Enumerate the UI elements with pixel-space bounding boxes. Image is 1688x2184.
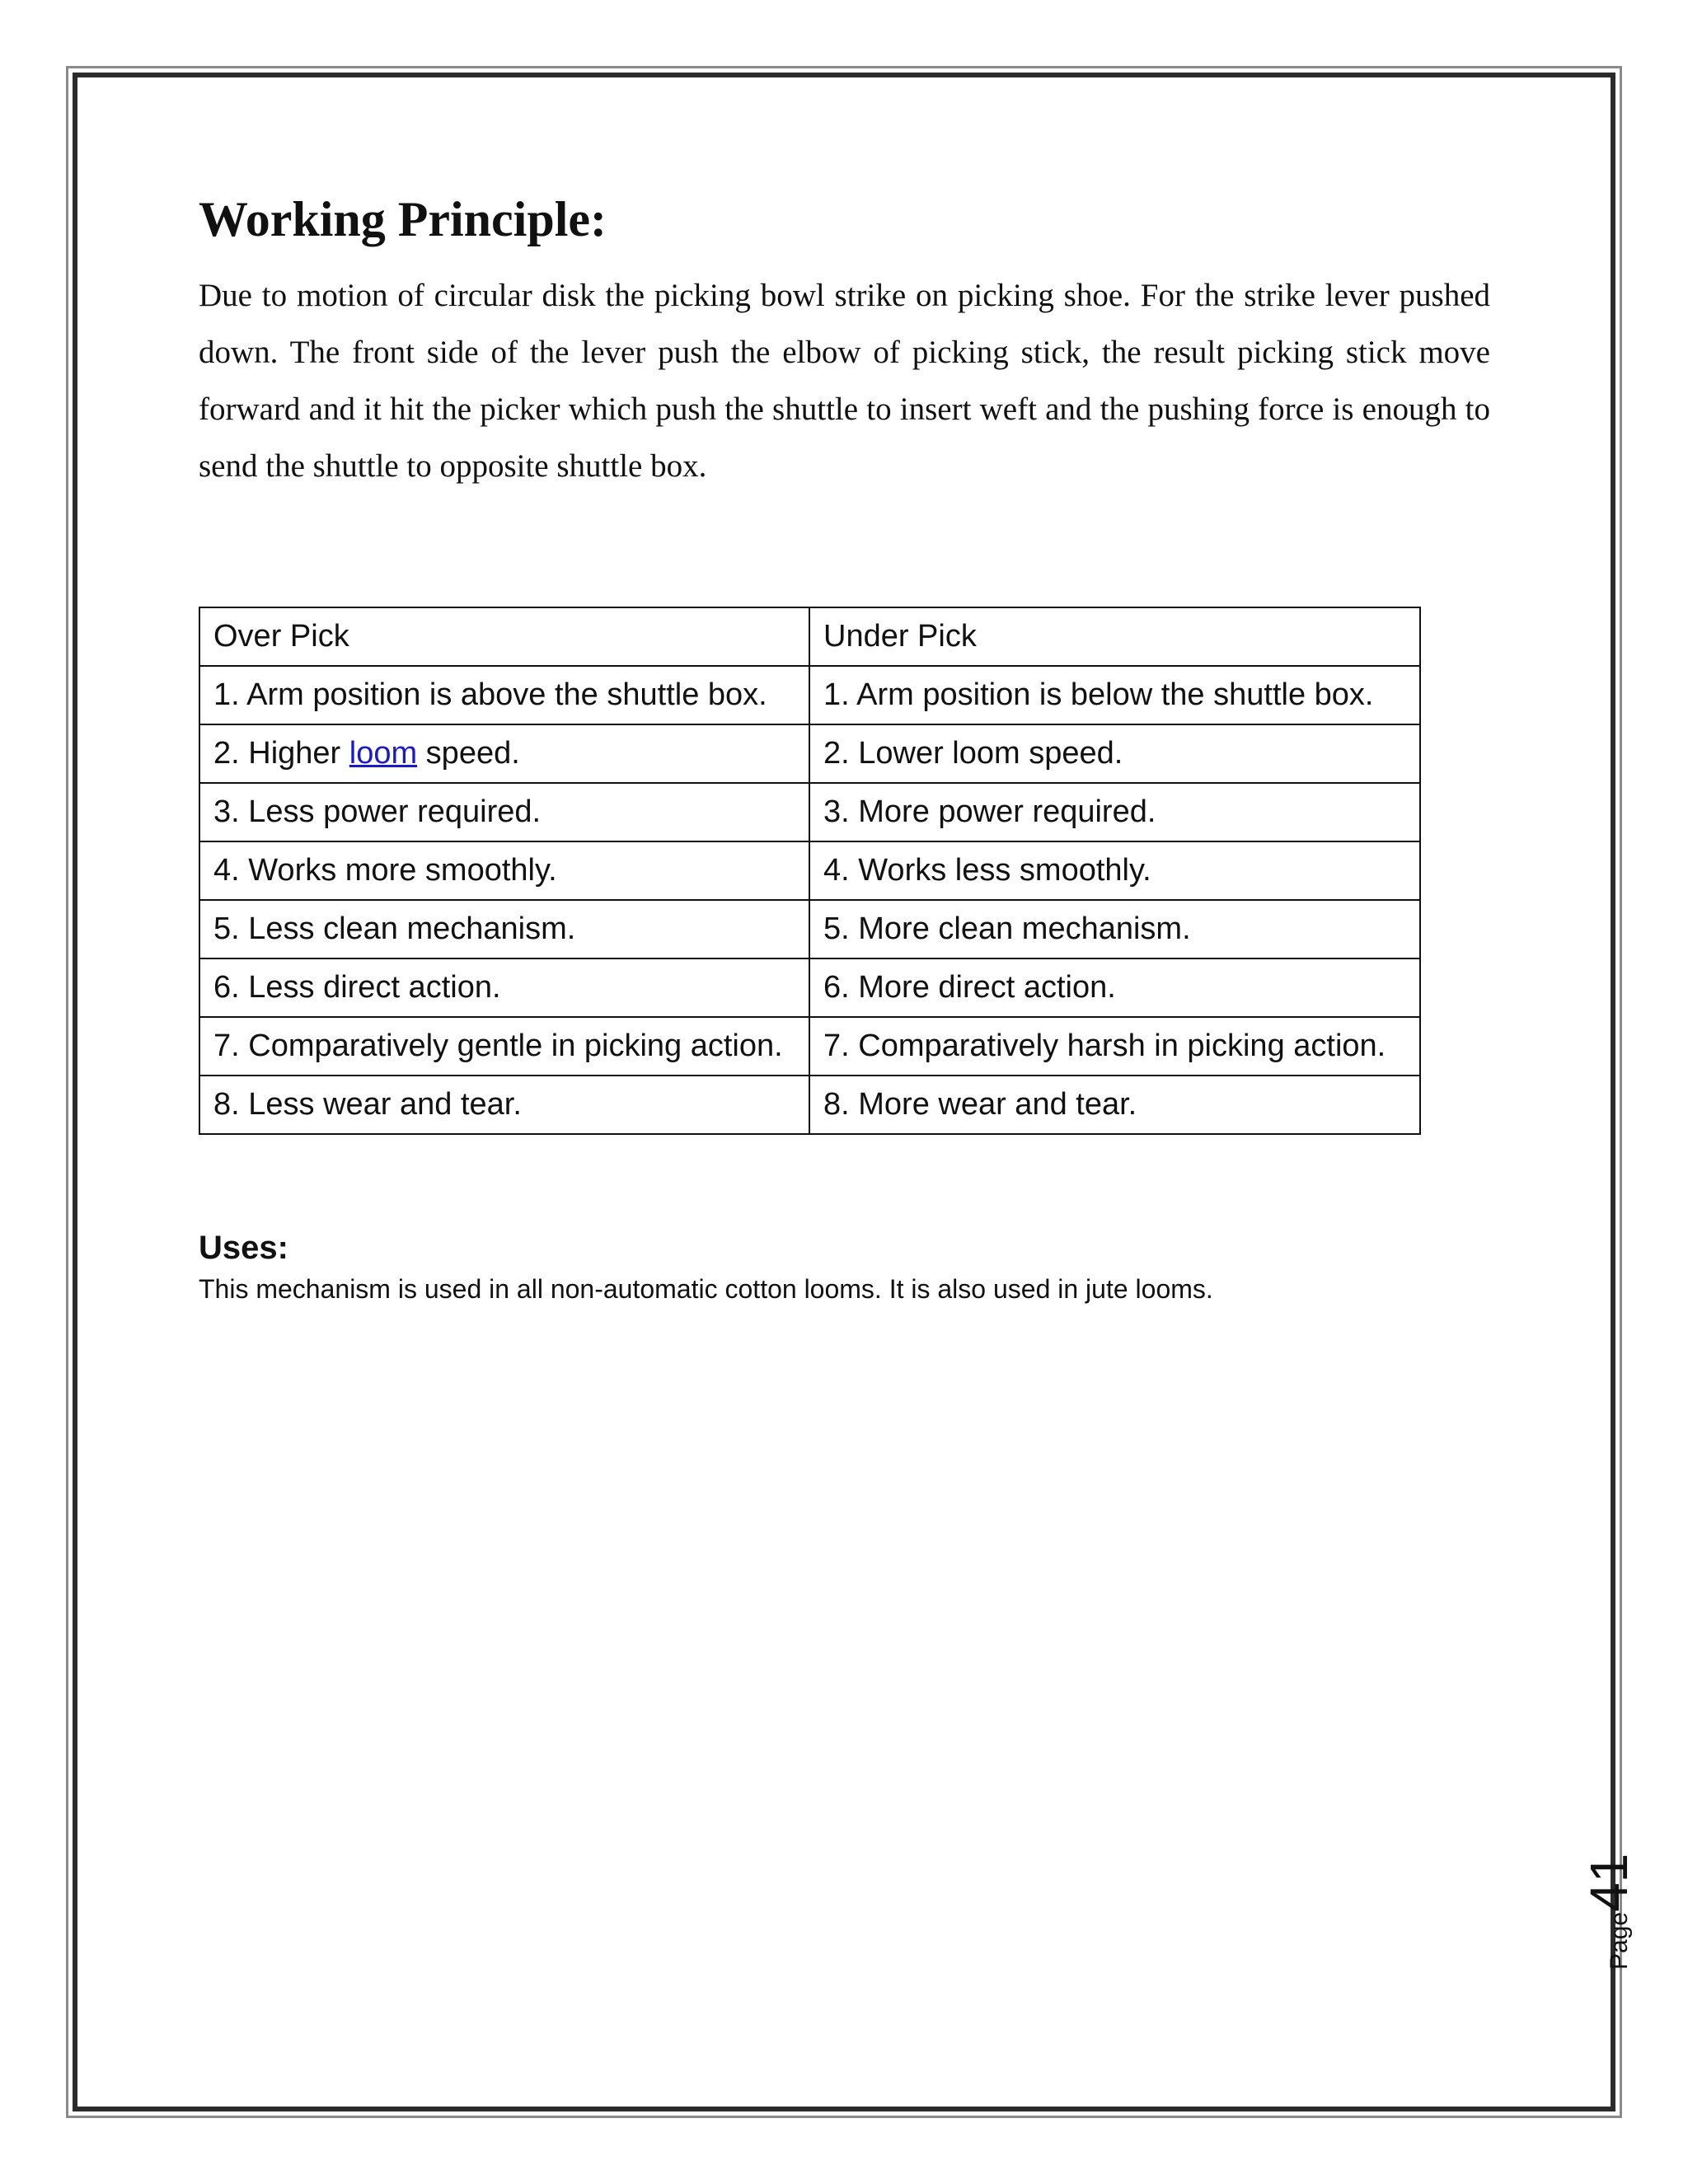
header-over-pick: Over Pick [199,607,809,666]
page-number-value: 41 [1579,1853,1639,1912]
header-under-pick: Under Pick [809,607,1420,666]
cell-over-prefix: 2. Higher [213,736,349,771]
cell-over-suffix: speed. [417,736,520,771]
cell-over: 6. Less direct action. [199,958,809,1017]
table-row [199,666,1420,724]
page-label: Page [1606,1911,1633,1970]
table-row [199,1017,1420,1076]
table-row [199,900,1420,958]
cell-under: 8. More wear and tear. [809,1076,1420,1134]
cell-under: 6. More direct action. [809,958,1420,1017]
cell-under: 1. Arm position is below the shuttle box. [809,666,1420,724]
table-row [199,783,1420,841]
cell-over: 4. Works more smoothly. [199,841,809,900]
uses-text: This mechanism is used in all non-automatic cotton looms. It is also used in jute looms. [199,1274,1213,1304]
table-header-row [199,607,1420,666]
table-row [199,958,1420,1017]
cell-under: 3. More power required. [809,783,1420,841]
uses-heading: Uses: [199,1230,288,1266]
table-row [199,724,1420,783]
cell-over: 1. Arm position is above the shuttle box. [199,666,809,724]
table-row [199,1076,1420,1134]
cell-over: 8. Less wear and tear. [199,1076,809,1134]
content-area [199,190,1490,494]
table-row [199,841,1420,900]
comparison-table [199,607,1421,1135]
cell-over: 5. Less clean mechanism. [199,900,809,958]
cell-over [199,724,809,783]
cell-under: 5. More clean mechanism. [809,900,1420,958]
loom-link[interactable]: loom [349,736,418,771]
cell-over: 3. Less power required. [199,783,809,841]
page-number [1578,1854,1639,1970]
cell-over: 7. Comparatively gentle in picking action. [199,1017,809,1076]
cell-under: 7. Comparatively harsh in picking action. [809,1017,1420,1076]
cell-under: 4. Works less smoothly. [809,841,1420,900]
cell-under: 2. Lower loom speed. [809,724,1420,783]
working-principle-paragraph: Due to motion of circular disk the picking bowl strike on picking shoe. For the strike lever pushed down. The front side of the lever push the elbow of picking stick, the result picking stick move forward and it hit the picker which push the shuttle to insert weft and the pushing force is enough to send the shuttle to opposite shuttle box. [199,278,1490,484]
section-heading: Working Principle: [199,192,607,246]
